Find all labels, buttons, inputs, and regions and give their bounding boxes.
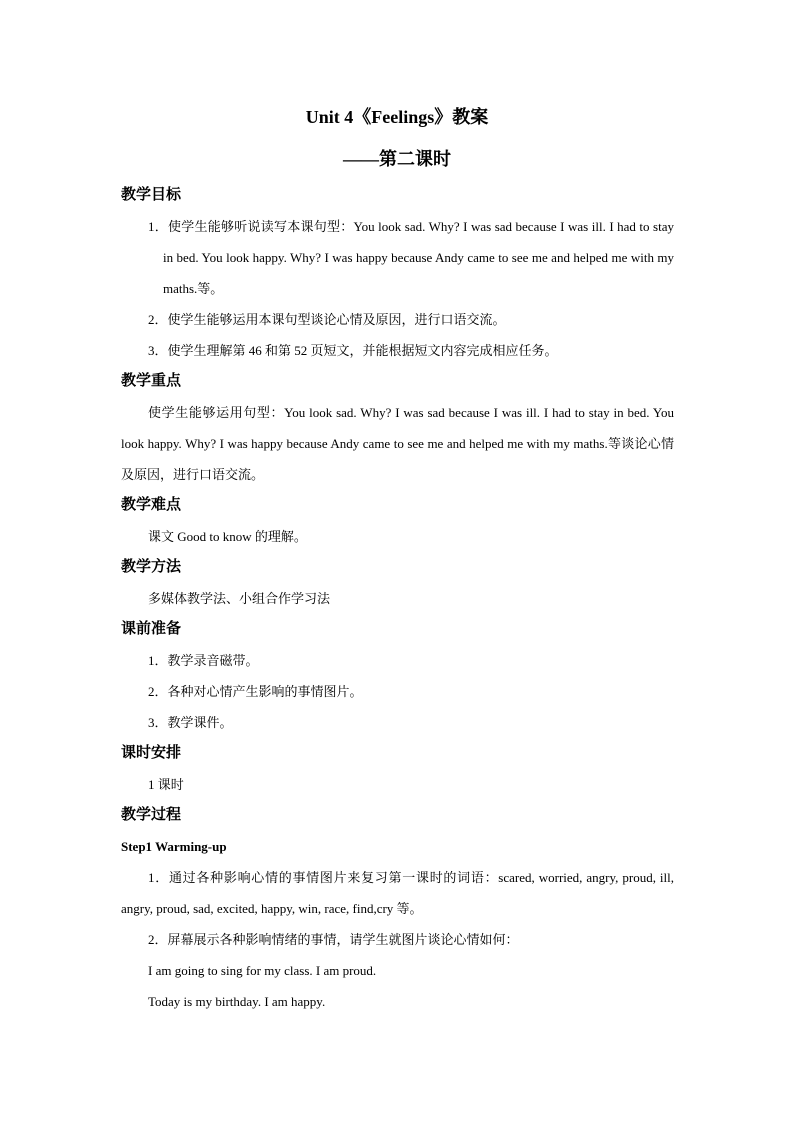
- goal-item: 2．使学生能够运用本课句型谈论心情及原因，进行口语交流。: [148, 312, 506, 327]
- methods-text: 多媒体教学法、小组合作学习法: [148, 591, 331, 606]
- schedule-text: 1 课时: [148, 777, 184, 792]
- section-heading-process: 教学过程: [121, 807, 182, 823]
- preparation-item: 3．教学课件。: [148, 715, 233, 730]
- example-sentence: Today is my birthday. I am happy.: [148, 994, 326, 1009]
- goal-item: 1．使学生能够听说读写本课句型：You look sad. Why? I was sad because I was ill. I had to stay in bed. You look happy. Why? I was happy because Andy came to see me and helped me with my maths.等。: [148, 219, 674, 296]
- document-body: [121, 180, 674, 1017]
- example-sentence: I am going to sing for my class. I am proud.: [148, 963, 377, 978]
- section-heading-key-points: 教学重点: [121, 373, 182, 389]
- step1-item: 2．屏幕展示各种影响情绪的事情，请学生就图片谈论心情如何：: [148, 932, 519, 947]
- preparation-item: 2．各种对心情产生影响的事情图片。: [148, 684, 363, 699]
- document-title: Unit 4《Feelings》教案: [305, 107, 489, 127]
- key-points-text: 使学生能够运用句型：You look sad. Why? I was sad because I was ill. I had to stay in bed. You look happy. Why? I was happy because Andy came to see me and helped me with my maths.等谈论心情及原因，进行口语交流。: [121, 405, 674, 482]
- section-heading-schedule: 课时安排: [121, 745, 182, 761]
- document-subtitle: ——第二课时: [343, 149, 451, 169]
- section-heading-difficulties: 教学难点: [121, 497, 182, 513]
- step1-item: 1．通过各种影响心情的事情图片来复习第一课时的词语：scared, worried, angry, proud, ill, angry, proud, sad, excited, happy, win, race, find,cry 等。: [121, 870, 674, 916]
- preparation-item: 1．教学录音磁带。: [148, 653, 259, 668]
- goal-item: 3．使学生理解第 46 和第 52 页短文，并能根据短文内容完成相应任务。: [148, 343, 558, 358]
- step1-title: Step1 Warming-up: [121, 839, 227, 854]
- difficulties-text: 课文 Good to know 的理解。: [148, 529, 307, 544]
- section-heading-methods: 教学方法: [121, 559, 182, 575]
- section-heading-preparation: 课前准备: [121, 621, 182, 637]
- section-heading-goals: 教学目标: [121, 187, 182, 203]
